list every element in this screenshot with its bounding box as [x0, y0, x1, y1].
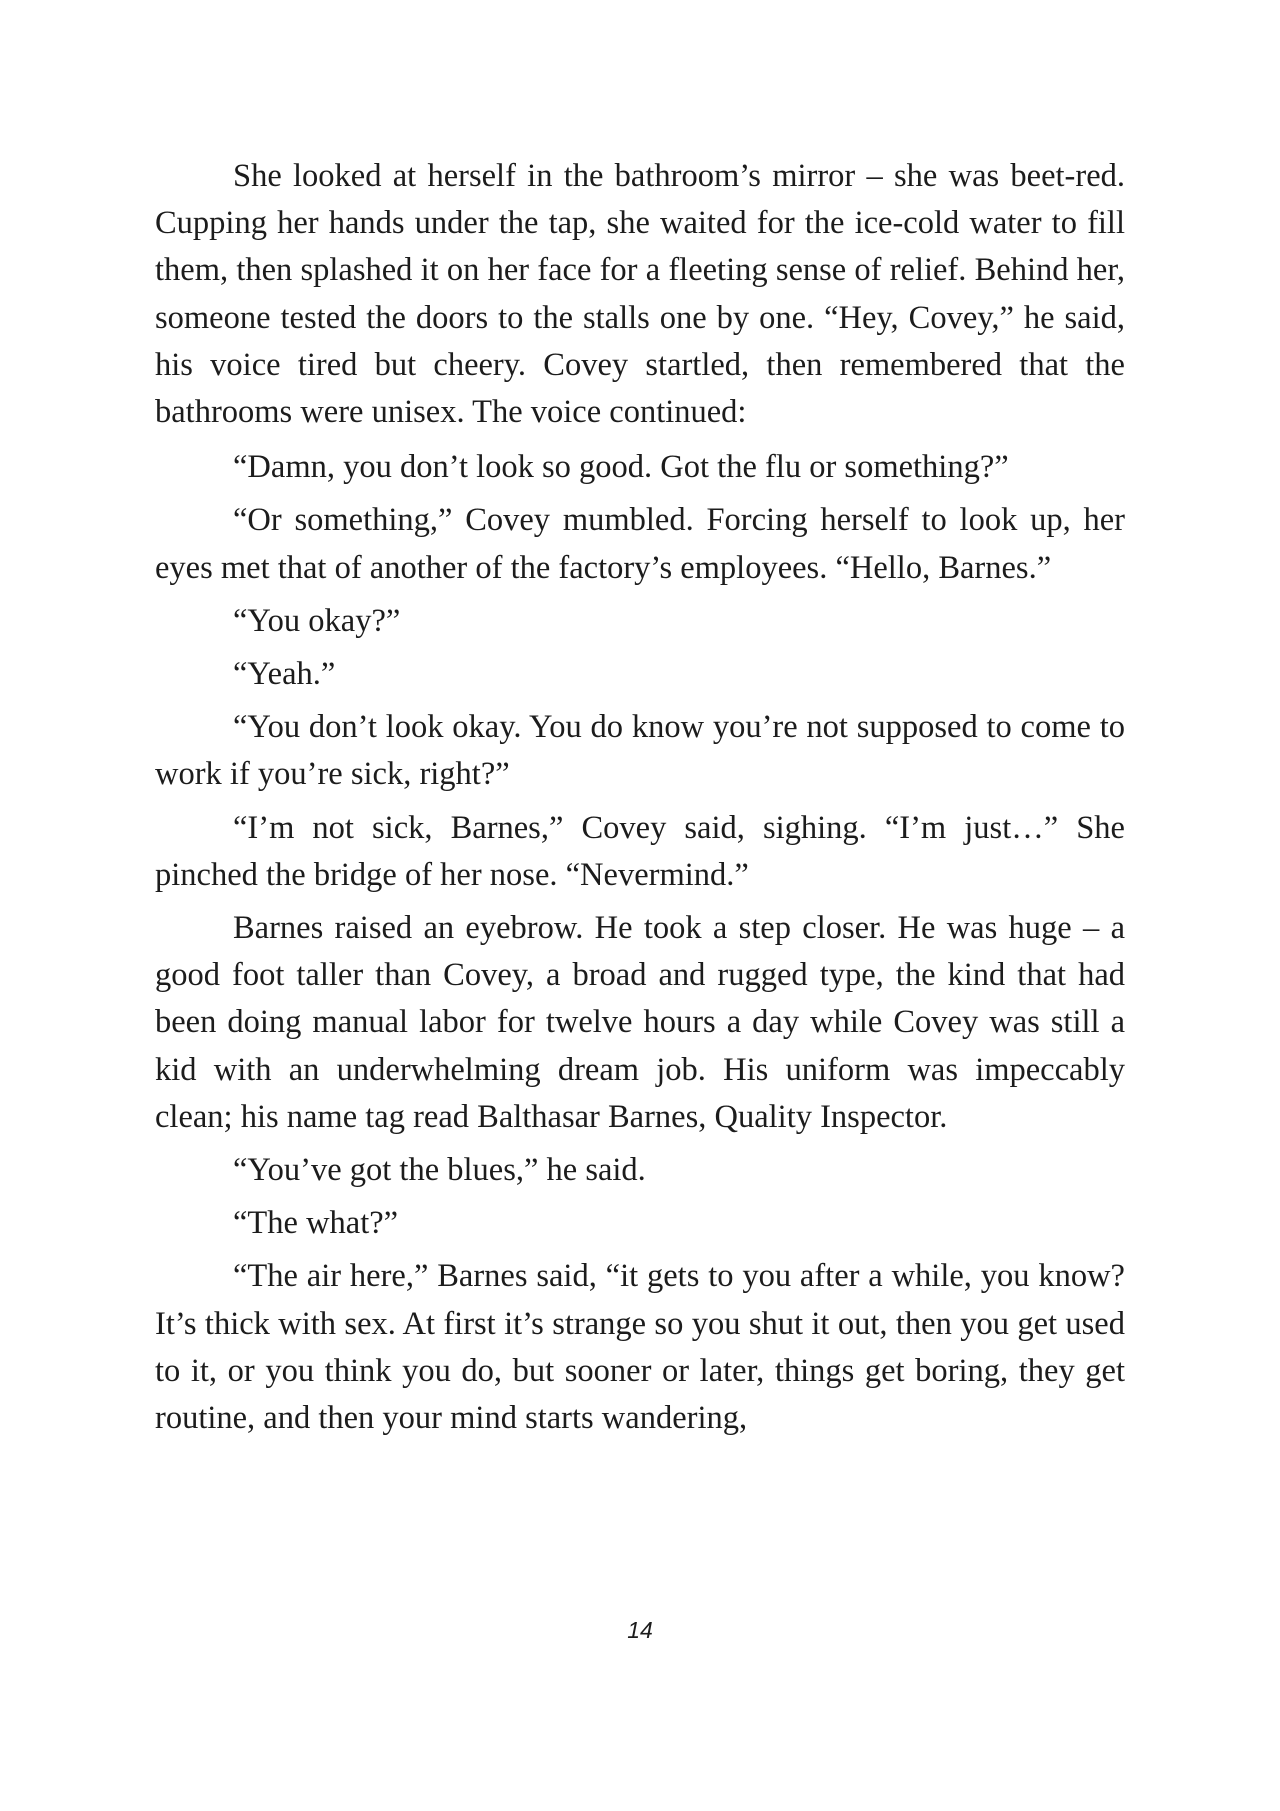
paragraph: She looked at herself in the bathroom’s mirror – she was beet-red. Cupping her hands under the tap, she waited for the ice-cold water to fill them, then splashed it on her face for a fleeting sense of relief. Behind her, someone tested the doors to the stalls one by one. “Hey, Covey,” he said, his voice tired but cheery. Covey startled, then remembered that the bathrooms were unisex. The voice continued:: [155, 158, 1125, 431]
paragraph: “You’ve got the blues,” he said.: [233, 1152, 646, 1189]
paragraph: “Damn, you don’t look so good. Got the flu or something?”: [233, 449, 1009, 486]
paragraph: “You okay?”: [233, 602, 401, 639]
page-number: 14: [627, 1617, 653, 1643]
paragraph: Barnes raised an eyebrow. He took a step closer. He was huge – a good foot taller than Covey, a broad and rugged type, the kind that had been doing manual labor for twelve hours a day while Covey was still a kid with an underwhelming dream job. His uniform was impeccably clean; his name tag read Balthasar Barnes, Quality Inspector.: [155, 910, 1125, 1135]
paragraph: “Or something,” Covey mumbled. Forcing herself to look up, her eyes met that of another of the factory’s employees. “Hello, Barnes.”: [155, 502, 1125, 586]
paragraph: “Yeah.”: [233, 656, 336, 693]
paragraph: “The air here,” Barnes said, “it gets to you after a while, you know? It’s thick with sex. At first it’s strange so you shut it out, then you get used to it, or you think you do, but sooner or later, things get boring, they get routine, and then your mind starts wandering,: [155, 1258, 1125, 1437]
paragraph: “You don’t look okay. You do know you’re not supposed to come to work if you’re sick, right?”: [155, 709, 1125, 793]
body-text: [155, 153, 1125, 1448]
paragraph: “The what?”: [233, 1205, 399, 1242]
paragraph: “I’m not sick, Barnes,” Covey said, sighing. “I’m just…” She pinched the bridge of her nose. “Nevermind.”: [155, 809, 1125, 893]
